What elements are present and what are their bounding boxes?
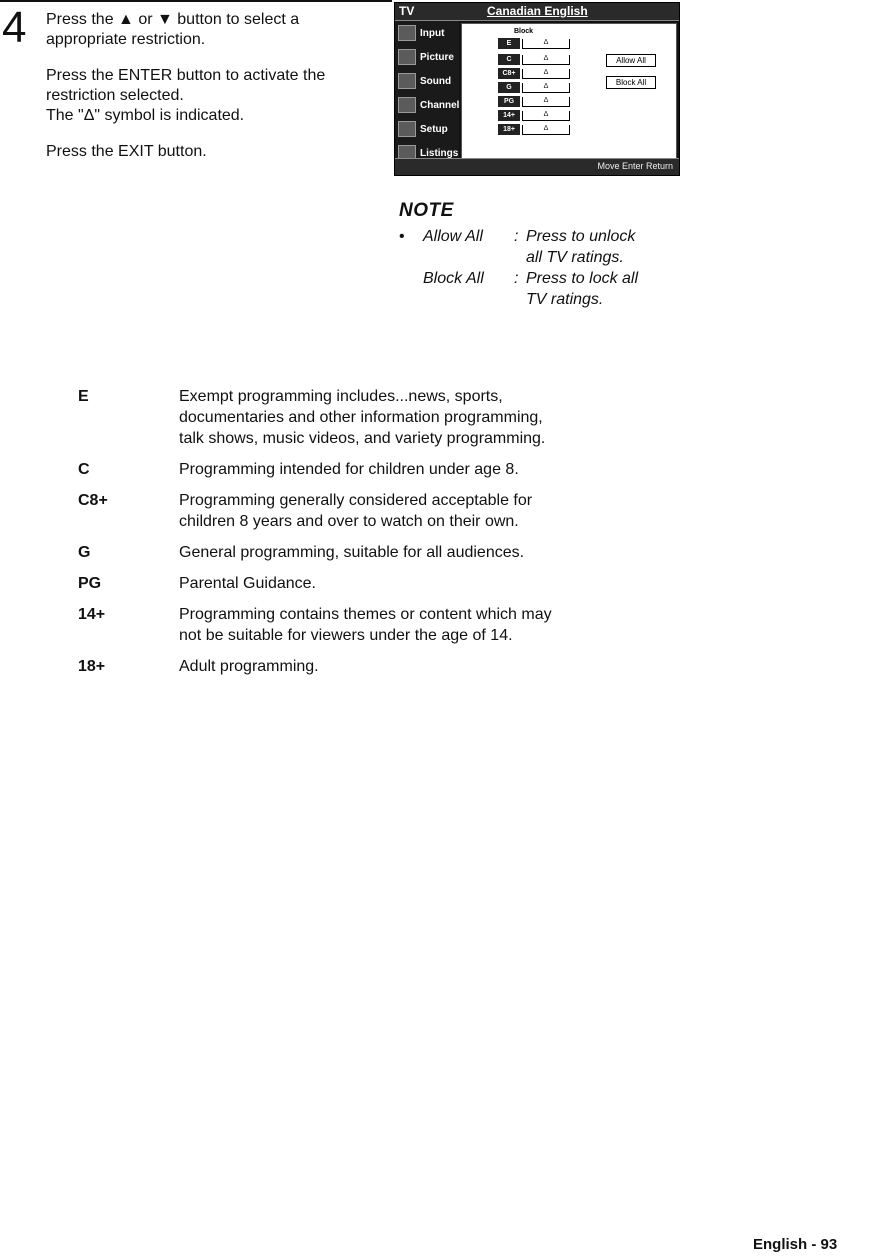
note-body — [399, 226, 699, 310]
note-desc: Press to lock all — [526, 270, 639, 287]
rating-label: PG — [498, 96, 520, 107]
sidebar-item-setup[interactable] — [395, 117, 459, 141]
rating-description — [179, 656, 629, 677]
rating-code: C — [78, 461, 90, 478]
block-all-button[interactable]: Block All — [606, 76, 656, 89]
setup-icon — [398, 121, 416, 137]
rating-row-14[interactable] — [498, 110, 570, 121]
rating-label: 18+ — [498, 124, 520, 135]
rating-code: E — [78, 388, 89, 405]
note-desc: all TV ratings. — [526, 249, 624, 266]
sidebar-item-label: Input — [420, 27, 445, 39]
instruction-line: Press the EXIT button. — [46, 143, 207, 160]
note-allow-line-2 — [399, 247, 699, 268]
rating-description-line: Programming intended for children under age 8. — [179, 461, 519, 478]
rating-label: C — [498, 54, 520, 65]
instruction-enter — [46, 66, 376, 126]
rating-panel — [461, 23, 677, 159]
picture-icon — [398, 49, 416, 65]
instruction-line: Press the ENTER button to activate the — [46, 67, 326, 84]
rating-description-line: Programming contains themes or content which may — [179, 606, 552, 623]
note-allow-line-1 — [399, 226, 699, 247]
lock-symbol: Δ — [522, 83, 570, 93]
tv-menu-sidebar — [395, 21, 459, 159]
allow-all-button[interactable]: Allow All — [606, 54, 656, 67]
note-block-line-1 — [399, 268, 699, 289]
lock-symbol: Δ — [522, 97, 570, 107]
note-separator: : — [514, 270, 519, 287]
instruction-line: Press the ▲ or ▼ button to select a — [46, 11, 300, 28]
sidebar-item-label: Channel — [420, 99, 460, 111]
instruction-exit — [46, 142, 376, 162]
note-desc: Press to unlock — [526, 228, 636, 245]
lock-symbol: Δ — [522, 111, 570, 121]
rating-definition — [78, 459, 638, 480]
rating-description-line: Adult programming. — [179, 658, 319, 675]
rating-description-line: Parental Guidance. — [179, 575, 316, 592]
rating-description — [179, 490, 629, 532]
channel-icon — [398, 97, 416, 113]
rating-description-line: Programming generally considered acceptable for — [179, 492, 533, 509]
rating-label: G — [498, 82, 520, 93]
note-term-block: Block All — [423, 270, 484, 287]
rating-description — [179, 542, 629, 563]
rating-code: 18+ — [78, 658, 106, 675]
lock-symbol: Δ — [522, 39, 570, 49]
rating-description — [179, 573, 629, 594]
rating-definition — [78, 386, 638, 449]
tv-menu-screenshot — [394, 2, 680, 176]
rating-description-line: Exempt programming includes...news, sports, — [179, 388, 503, 405]
rating-label: 14+ — [498, 110, 520, 121]
bullet-icon: • — [399, 228, 405, 245]
step-number: 4 — [2, 3, 27, 52]
rating-description — [179, 604, 629, 646]
note-desc: TV ratings. — [526, 291, 604, 308]
rating-row-18[interactable] — [498, 124, 570, 135]
rating-description-line: General programming, suitable for all audiences. — [179, 544, 525, 561]
sidebar-item-channel[interactable] — [395, 93, 459, 117]
rating-row-c[interactable] — [498, 54, 570, 65]
rating-code: PG — [78, 575, 102, 592]
rating-definition — [78, 542, 638, 563]
sidebar-item-picture[interactable] — [395, 45, 459, 69]
rating-description-line: talk shows, music videos, and variety programming. — [179, 430, 546, 447]
tv-menu-footer — [395, 158, 679, 175]
rating-description — [179, 386, 629, 449]
rating-definition — [78, 604, 638, 646]
note-block-line-2 — [399, 289, 699, 310]
lock-symbol: Δ — [522, 125, 570, 135]
sidebar-item-label: Listings — [420, 147, 459, 159]
rating-definition — [78, 490, 638, 532]
ratings-list — [78, 386, 638, 687]
rating-description-line: children 8 years and over to watch on their own. — [179, 513, 519, 530]
instruction-line: restriction selected. — [46, 87, 184, 104]
tv-menu-title-bar — [395, 3, 679, 21]
rating-definition — [78, 573, 638, 594]
rating-description-line: documentaries and other information programming, — [179, 409, 543, 426]
sidebar-item-label: Setup — [420, 123, 448, 135]
top-rule — [0, 0, 392, 2]
sidebar-item-sound[interactable] — [395, 69, 459, 93]
rating-description-line: not be suitable for viewers under the age of 14. — [179, 627, 513, 644]
sidebar-item-label: Picture — [420, 51, 454, 63]
rating-description — [179, 459, 629, 480]
tv-menu-footer-hint: Move Enter Return — [597, 161, 673, 171]
tv-menu-title: TV — [399, 4, 415, 18]
note-term-allow: Allow All — [423, 228, 483, 245]
instruction-select — [46, 10, 376, 50]
rating-code: 14+ — [78, 606, 106, 623]
rating-row-c8[interactable] — [498, 68, 570, 79]
sound-icon — [398, 73, 416, 89]
rating-code: G — [78, 544, 91, 561]
tv-menu-subtitle: Canadian English — [487, 4, 588, 18]
lock-symbol: Δ — [522, 69, 570, 79]
sidebar-item-label: Sound — [420, 75, 452, 87]
rating-definition — [78, 656, 638, 677]
rating-row-pg[interactable] — [498, 96, 570, 107]
step-instructions — [46, 10, 376, 178]
rating-label: C8+ — [498, 68, 520, 79]
rating-row-e[interactable] — [498, 38, 570, 49]
input-icon — [398, 25, 416, 41]
page-number: English - 93 — [753, 1236, 838, 1253]
rating-label: E — [498, 38, 520, 49]
note-heading: NOTE — [399, 200, 454, 221]
instruction-line: appropriate restriction. — [46, 31, 206, 48]
block-column-header: Block — [514, 28, 534, 35]
rating-code: C8+ — [78, 492, 108, 509]
rating-row-g[interactable] — [498, 82, 570, 93]
note-separator: : — [514, 228, 519, 245]
lock-symbol: Δ — [522, 55, 570, 65]
sidebar-item-input[interactable] — [395, 21, 459, 45]
instruction-line: The "Δ" symbol is indicated. — [46, 107, 245, 124]
